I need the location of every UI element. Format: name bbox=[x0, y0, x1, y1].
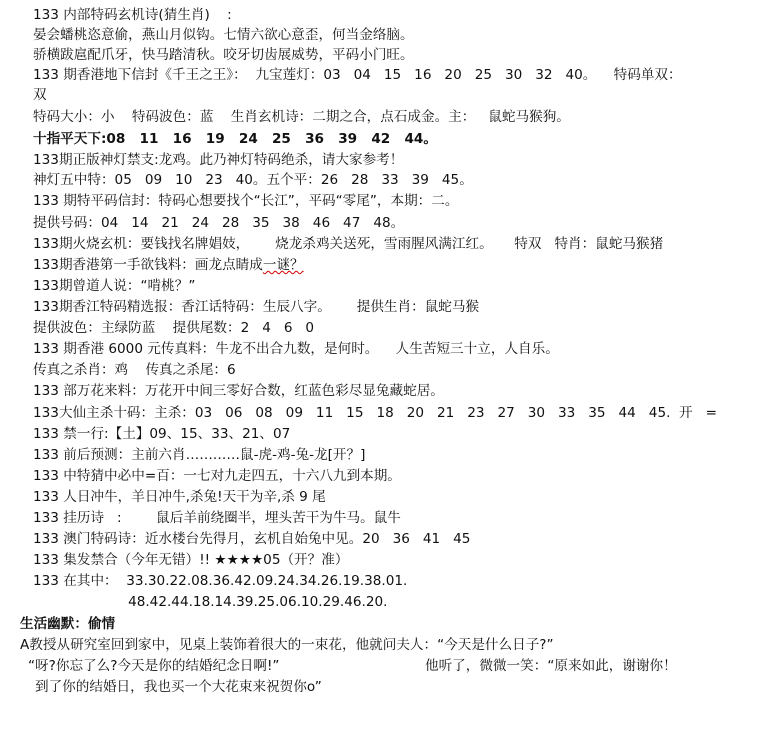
humor-line-3: 到了你的结婚日，我也买一个大花束来祝贺你o” bbox=[35, 679, 322, 695]
line-24: 133 人日冲牛，羊日冲牛,杀兔!天干为辛,杀 9 尾 bbox=[33, 489, 326, 505]
line-4: 133 期香港地下信封《千王之王》： 九宝莲灯：03 04 15 16 20 25 30 32 40。 特码单双： bbox=[33, 67, 682, 83]
line-20: 133大仙主杀十码：主杀：03 06 08 09 11 15 18 20 21 23 27 30 33 35 44 45. 开 = bbox=[33, 405, 718, 421]
line-13-text: 133期香港第一手欲钱料：画龙点睛成 bbox=[33, 257, 263, 273]
line-21: 133 禁一行:【土】09、15、33、21、07 bbox=[33, 426, 291, 442]
line-8: 133期正版神灯禁支:龙鸡。此乃神灯特码绝杀，请大家参考！ bbox=[33, 152, 404, 168]
line-26: 133 澳门特码诗：近水楼台先得月，玄机自始兔中见。20 36 41 45 bbox=[33, 531, 471, 547]
line-18: 传真之杀肖：鸡 传真之杀尾：6 bbox=[33, 362, 236, 378]
line-22: 133 前后预测：主前六肖…………鼠-虎-鸡-兔-龙[开？] bbox=[33, 447, 366, 463]
line-12: 133期火烧玄机：要钱找名牌娼妓， 烧龙杀鸡关送死，雪雨腥风满江红。 特双 特肖：鼠蛇马猴猪 bbox=[33, 236, 664, 252]
line-6: 特码大小：小 特码波色：蓝 生肖玄机诗：二期之合，点石成金。主： 鼠蛇马猴狗。 bbox=[33, 109, 570, 125]
line-7: 十指平天下:08 11 16 19 24 25 36 39 42 44。 bbox=[33, 131, 437, 147]
line-14: 133期曾道人说：“啃桃？” bbox=[33, 278, 196, 294]
line-1: 133 内部特码玄机诗(猜生肖) : bbox=[33, 7, 232, 23]
line-23: 133 中特猜中必中=百：一七对九走四五，十六八九到本期。 bbox=[33, 468, 401, 484]
line-5: 双 bbox=[33, 87, 47, 103]
line-28: 133 在其中： 33.30.22.08.36.42.09.24.34.26.19.38.01. bbox=[33, 573, 408, 589]
line-13 bbox=[33, 255, 304, 275]
line-11: 提供号码：04 14 21 24 28 35 38 46 47 48。 bbox=[33, 215, 405, 231]
humor-line-1: A教授从研究室回到家中，见桌上装饰着很大的一束花，他就问夫人：“今天是什么日子?” bbox=[20, 637, 554, 653]
line-25: 133 挂历诗 : 鼠后羊前绕圈半，埋头苦干为牛马。鼠牛 bbox=[33, 510, 401, 526]
humor-line-2b: 他听了，微微一笑：“原来如此，谢谢你！ bbox=[425, 658, 677, 674]
humor-line-2a: “呀?你忘了么?今天是你的结婚纪念日啊!” bbox=[28, 658, 280, 674]
line-2: 晏会蟠桃恣意偷，燕山月似钩。七情六欲心意歪，何当金络脑。 bbox=[33, 27, 414, 43]
line-27: 133 集发禁合（今年无错）!! ★★★★05（开？准） bbox=[33, 552, 349, 568]
line-10: 133 期特平码信封：特码心想要找个“长江”，平码“零尾”，本期：二。 bbox=[33, 193, 459, 209]
line-19: 133 部万花来料：万花开中间三零好合数，红蓝色彩尽显兔藏蛇居。 bbox=[33, 383, 444, 399]
line-9: 神灯五中特：05 09 10 23 40。五个平：26 28 33 39 45。 bbox=[33, 172, 473, 188]
line-29: 48.42.44.18.14.39.25.06.10.29.46.20. bbox=[33, 594, 388, 610]
line-16: 提供波色：主绿防蓝 提供尾数：2 4 6 0 bbox=[33, 320, 315, 336]
humor-title: 生活幽默：偷情 bbox=[20, 616, 116, 632]
line-3: 骄横跋扈配爪牙，快马踏清秋。咬牙切齿展威势，平码小门旺。 bbox=[33, 47, 414, 63]
squiggle-underlined-text: 一谜？ bbox=[262, 257, 304, 273]
line-17: 133 期香港 6000 元传真料：牛龙不出合九数，是何时。 人生苦短三十立，人自乐。 bbox=[33, 341, 559, 357]
line-15: 133期香江特码精选报：香江话特码：生辰八字。 提供生肖：鼠蛇马猴 bbox=[33, 299, 480, 315]
